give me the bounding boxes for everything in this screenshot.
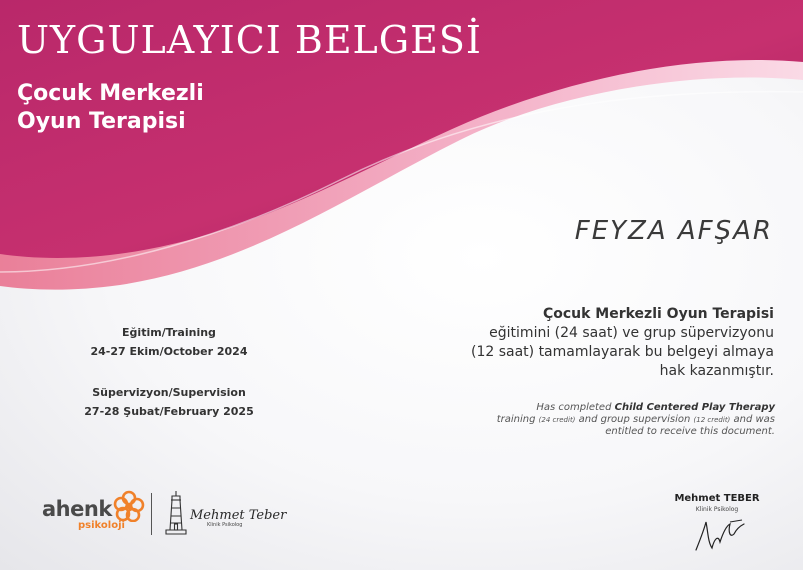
subtitle-line-2: Oyun Terapisi [17,109,186,134]
training-info [60,326,278,358]
statement-en-and-was: and was [733,414,775,425]
signatory-role: Klinik Psikolog [695,506,739,513]
certificate-title: UYGULAYICI BELGESİ [17,18,482,62]
lighthouse-icon [163,490,189,536]
partner-logo-subtitle: Klinik Psikolog [207,522,243,528]
training-credit: (24 credit) [538,416,576,424]
course-title-en: Child Centered Play Therapy [614,402,775,413]
flower-logo-icon [113,490,145,522]
statement-en-training: training [496,414,536,425]
partner-logo-name: Mehmet Teber [190,508,287,523]
certificate-subtitle [17,80,204,136]
ahenk-logo-text: ahenk [42,497,112,521]
statement-en-line-1 [415,402,775,414]
ahenk-logo-subtext: psikoloji [78,520,125,531]
subtitle-line-1: Çocuk Merkezli [17,81,204,106]
signatory-name: Mehmet TEBER [674,493,760,504]
statement-turkish [394,305,774,381]
supervision-credit: (12 credit) [693,416,731,424]
training-label: Eğitim/Training [122,326,216,339]
logo-divider [151,493,152,535]
supervision-dates: 27-28 Şubat/February 2025 [84,405,254,418]
recipient-name: FEYZA AFŞAR [574,216,773,246]
course-title-tr: Çocuk Merkezli Oyun Terapisi [542,306,774,322]
supervision-info [60,386,278,418]
statement-en-prefix: Has completed [536,402,612,413]
statement-en-line-3: entitled to receive this document. [605,426,775,437]
handwritten-signature [690,512,750,554]
training-dates: 24-27 Ekim/October 2024 [90,345,248,358]
supervision-label: Süpervizyon/Supervision [92,386,246,399]
statement-english [415,402,775,438]
statement-en-line-2 [415,414,775,426]
statement-tr-line-1: eğitimini (24 saat) ve grup süpervizyonu [489,325,774,341]
statement-tr-line-2: (12 saat) tamamlayarak bu belgeyi almaya [470,344,774,360]
statement-tr-line-3: hak kazanmıştır. [659,363,774,379]
statement-en-group: and group supervision [578,414,691,425]
